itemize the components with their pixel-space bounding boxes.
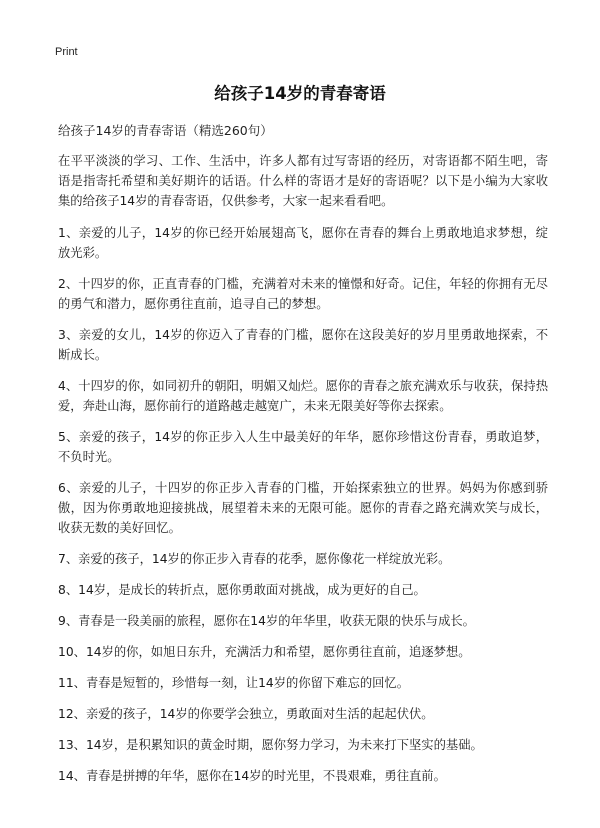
- list-item: 2、十四岁的你，正直青春的门槛，充满着对未来的憧憬和好奇。记住，年轻的你拥有无尽的勇气和潜力，愿你勇往直前，追寻自己的梦想。: [58, 277, 548, 311]
- list-item: 9、青春是一段美丽的旅程，愿你在14岁的年华里，收获无限的快乐与成长。: [58, 614, 475, 628]
- list-item: 5、亲爱的孩子，14岁的你正步入人生中最美好的年华，愿你珍惜这份青春，勇敢追梦，不负时光。: [58, 430, 548, 464]
- list-item: 13、14岁，是积累知识的黄金时期，愿你努力学习，为未来打下坚实的基础。: [58, 738, 483, 752]
- document-subtitle: 给孩子14岁的青春寄语（精选260句）: [58, 123, 273, 138]
- page-title: 给孩子14岁的青春寄语: [214, 84, 386, 103]
- intro-paragraph: 在平平淡淡的学习、工作、生活中，许多人都有过写寄语的经历，对寄语都不陌生吧，寄语是指寄托希望和美好期许的话语。什么样的寄语才是好的寄语呢？以下是小编为大家收集的给孩子14岁的青春寄语，仅供参考，大家一起来看看吧。: [58, 154, 548, 208]
- list-item: 6、亲爱的儿子，十四岁的你正步入青春的门槛，开始探索独立的世界。妈妈为你感到骄傲，因为你勇敢地迎接挑战，展望着未来的无限可能。愿你的青春之路充满欢笑与成长，收获无数的美好回忆。: [58, 481, 548, 535]
- list-item: 3、亲爱的女儿，14岁的你迈入了青春的门槛，愿你在这段美好的岁月里勇敢地探索，不断成长。: [58, 328, 548, 362]
- list-item: 7、亲爱的孩子，14岁的你正步入青春的花季，愿你像花一样绽放光彩。: [58, 552, 451, 566]
- list-item: 1、亲爱的儿子，14岁的你已经开始展翅高飞，愿你在青春的舞台上勇敢地追求梦想，绽放光彩。: [58, 226, 548, 260]
- list-item: 12、亲爱的孩子，14岁的你要学会独立，勇敢面对生活的起起伏伏。: [58, 707, 434, 721]
- list-item: 4、十四岁的你，如同初升的朝阳，明媚又灿烂。愿你的青春之旅充满欢乐与收获，保持热爱，奔赴山海，愿你前行的道路越走越宽广，未来无限美好等你去探索。: [58, 379, 548, 413]
- list-item: 11、青春是短暂的，珍惜每一刻，让14岁的你留下难忘的回忆。: [58, 676, 410, 690]
- document-body: [58, 151, 548, 797]
- list-item: 8、14岁，是成长的转折点，愿你勇敢面对挑战，成为更好的自己。: [58, 583, 426, 597]
- list-item: 14、青春是拼搏的年华，愿你在14岁的时光里，不畏艰难，勇往直前。: [58, 769, 446, 783]
- list-item: 10、14岁的你，如旭日东升，充满活力和希望，愿你勇往直前，追逐梦想。: [58, 645, 471, 659]
- print-link[interactable]: Print: [55, 46, 78, 58]
